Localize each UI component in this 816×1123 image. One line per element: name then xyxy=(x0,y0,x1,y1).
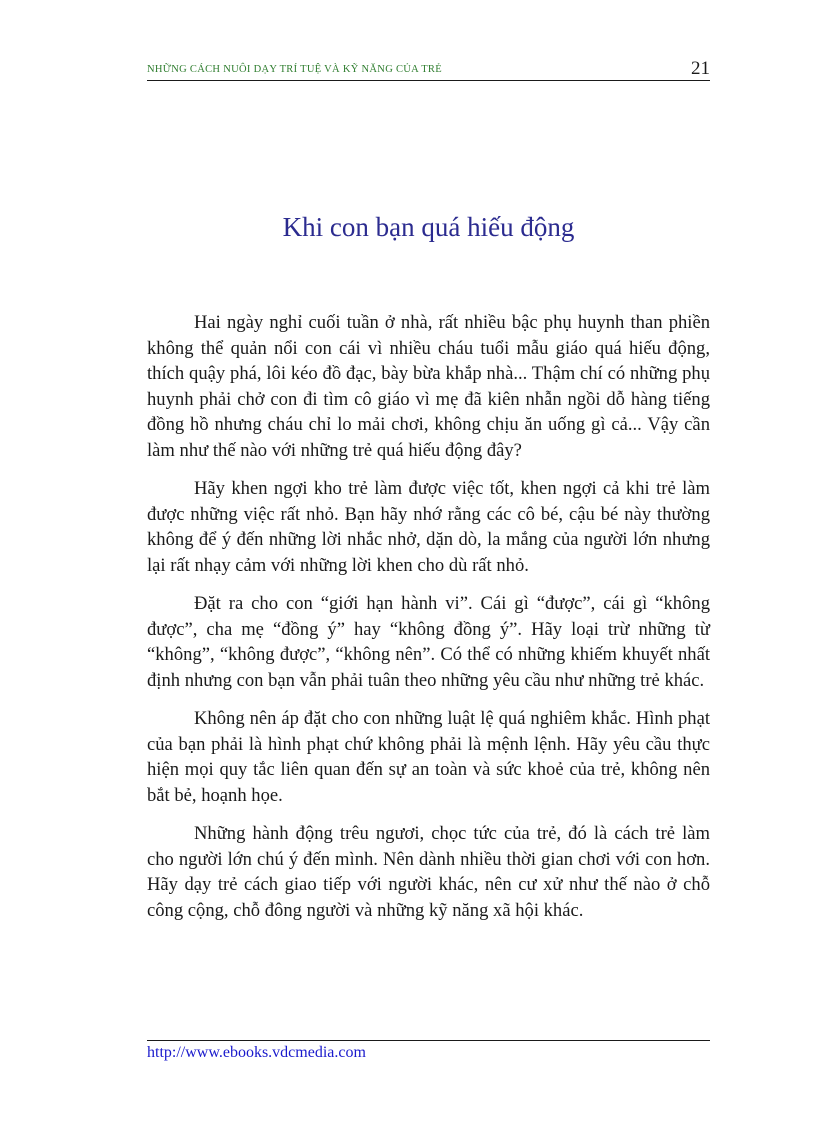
running-title: NHỮNG CÁCH NUÔI DẠY TRÍ TUỆ VÀ KỸ NĂNG CỦA TRẺ xyxy=(147,64,442,75)
page-number: 21 xyxy=(691,58,710,79)
chapter-title: Khi con bạn quá hiếu động xyxy=(282,212,575,242)
paragraph: Hãy khen ngợi kho trẻ làm được việc tốt, khen ngợi cả khi trẻ làm được những việc rất nhỏ. Bạn hãy nhớ rằng các cô bé, cậu bé này thường không để ý đến những lời nhắc nhở, dặn dò, la mắng của người lớn nhưng lại rất nhạy cảm với những lời khen cho dù rất nhỏ. xyxy=(147,478,710,576)
paragraph: Những hành động trêu ngươi, chọc tức của trẻ, đó là cách trẻ làm cho người lớn chú ý đến mình. Nên dành nhiều thời gian chơi với con hơn. Hãy dạy trẻ cách giao tiếp với người khác, nên cư xử như thế nào ở chỗ công cộng, chỗ đông người và những kỹ năng xã hội khác. xyxy=(147,823,710,921)
footer-url-link[interactable]: http://www.ebooks.vdcmedia.com xyxy=(147,1044,366,1061)
page-footer xyxy=(147,1040,710,1062)
paragraph: Đặt ra cho con “giới hạn hành vi”. Cái gì “được”, cái gì “không được”, cha mẹ “đồng ý” hay “không đồng ý”. Hãy loại trừ những từ “không”, “không được”, “không nên”. Có thể có những khiếm khuyết nhất định nhưng con bạn vẫn phải tuân theo những yêu cầu như những trẻ khác. xyxy=(147,593,710,691)
body-text xyxy=(147,310,710,936)
page-header xyxy=(147,58,710,81)
paragraph: Hai ngày nghỉ cuối tuần ở nhà, rất nhiều bậc phụ huynh than phiền không thể quản nổi con cái vì nhiều cháu tuổi mẫu giáo quá hiếu động, thích quậy phá, lôi kéo đồ đạc, bày bừa khắp nhà... Thậm chí có những phụ huynh phải chở con đi tìm cô giáo vì mẹ đã kiên nhẫn ngồi dỗ hàng tiếng đồng hồ nhưng cháu chỉ lo mải chơi, không chịu ăn uống gì cả... Vậy cần làm như thế nào với những trẻ quá hiếu động đây? xyxy=(147,312,710,461)
paragraph: Không nên áp đặt cho con những luật lệ quá nghiêm khắc. Hình phạt của bạn phải là hình phạt chứ không phải là mệnh lệnh. Hãy yêu cầu thực hiện mọi quy tắc liên quan đến sự an toàn và sức khoẻ của trẻ, không nên bắt bẻ, hoạnh họe. xyxy=(147,708,710,806)
